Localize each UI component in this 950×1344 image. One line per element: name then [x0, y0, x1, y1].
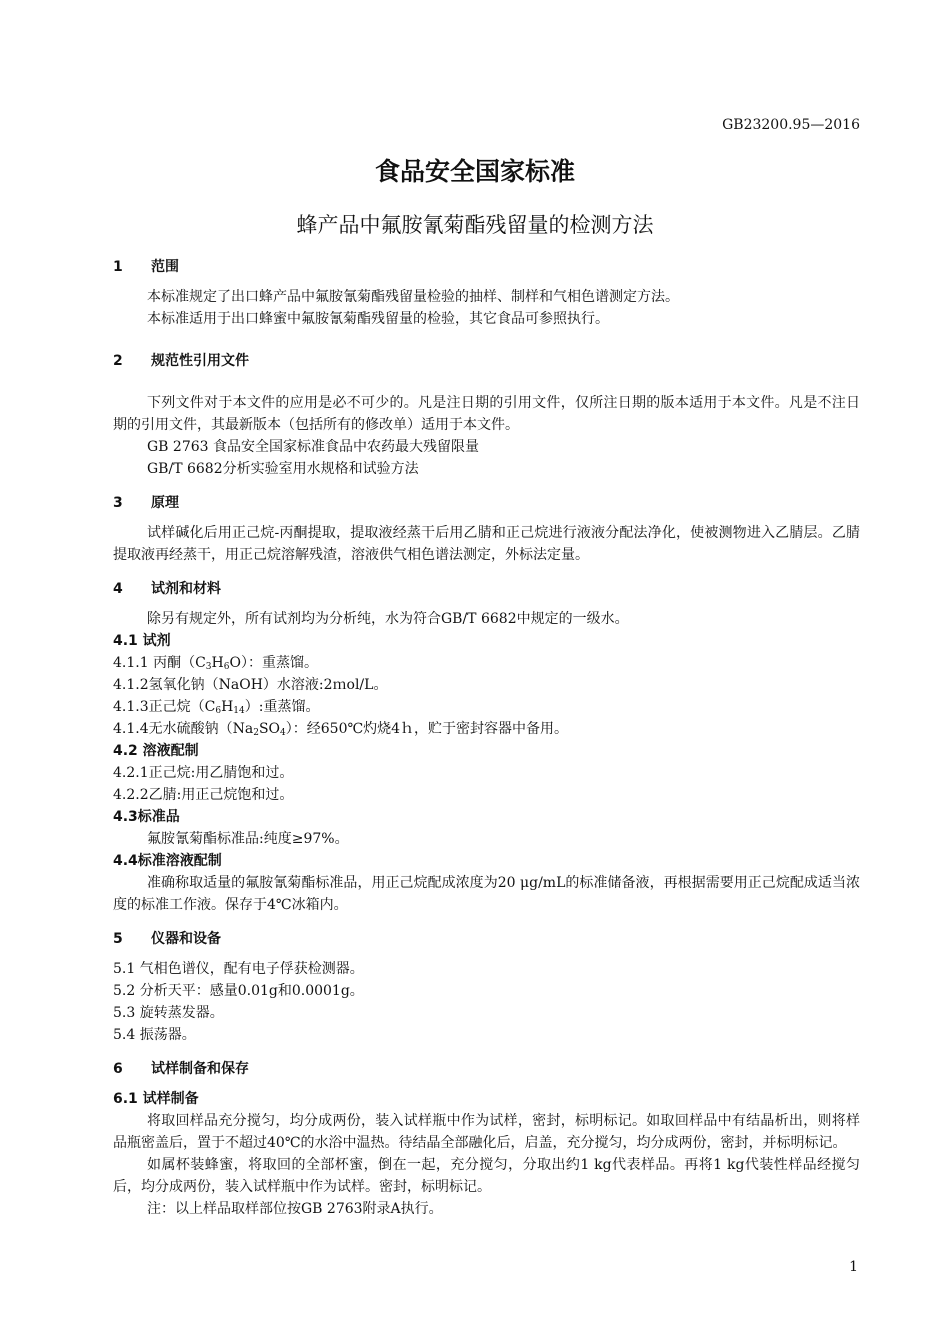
- page-number: 1: [849, 1259, 858, 1275]
- section-title: 规范性引用文件: [151, 353, 249, 369]
- section-title: 试剂和材料: [151, 581, 221, 597]
- list-item: 5.4 振荡器。: [113, 1027, 196, 1043]
- section-heading-2: [113, 350, 860, 372]
- paragraph: 将取回样品充分搅匀，均分成两份，装入试样瓶中作为试样，密封，标明标记。如取回样品中有结晶析出，则将样品瓶密盖后，置于不超过40℃的水浴中温热。待结晶全部融化后，启盖，充分搅匀，均分成两份，密封，并标明标记。: [113, 1113, 860, 1151]
- section-heading-6: [113, 1058, 860, 1080]
- subsection-heading: 6.1 试样制备: [113, 1091, 199, 1107]
- section-title: 试样制备和保存: [151, 1061, 249, 1077]
- standard-number: GB23200.95—2016: [722, 117, 860, 133]
- section-title: 仪器和设备: [151, 931, 221, 947]
- section-heading-1: [113, 256, 860, 278]
- list-item: 4.1.1 丙酮$(C_3H_6O)$：重蒸馏。: [113, 655, 318, 672]
- reference-item: GB/T 6682分析实验室用水规格和试验方法: [147, 461, 419, 477]
- document-subtitle: 蜂产品中氟胺氰菊酯残留量的检测方法: [296, 213, 654, 237]
- section-heading-5: [113, 928, 860, 950]
- list-item: 5.1 气相色谱仪，配有电子俘获检测器。: [113, 961, 364, 977]
- section-number: 2: [113, 353, 123, 369]
- section-heading-3: [113, 492, 860, 514]
- list-item: 4.1.4无水硫酸钠$(Na_2SO_4)$：经650℃灼烧4ｈ，贮于密封容器中备用。: [113, 721, 569, 738]
- paragraph: 除另有规定外，所有试剂均为分析纯，水为符合GB/T 6682中规定的一级水。: [147, 611, 629, 627]
- list-item: 4.1.3正己烷$(C_6H_{14})$:重蒸馏。: [113, 699, 320, 716]
- section-title: 原理: [151, 495, 179, 511]
- reference-item: GB 2763 食品安全国家标准食品中农药最大残留限量: [147, 439, 479, 455]
- subsection-heading: 4.2 溶液配制: [113, 743, 199, 759]
- paragraph: 本标准规定了出口蜂产品中氟胺氰菊酯残留量检验的抽样、制样和气相色谱测定方法。: [147, 289, 679, 305]
- section-number: 6: [113, 1061, 123, 1077]
- list-item: 5.2 分析天平：感量0.01g和0.0001g。: [113, 983, 364, 999]
- section-number: 1: [113, 259, 123, 275]
- document-title: 食品安全国家标准: [374, 157, 575, 186]
- subsection-heading: 4.4标准溶液配制: [113, 853, 222, 869]
- section-number: 4: [113, 581, 123, 597]
- list-item: 4.2.1正己烷:用乙腈饱和过。: [113, 765, 294, 781]
- subsection-heading: 4.1 试剂: [113, 633, 171, 649]
- list-item: 4.1.2氢氧化钠（NaOH）水溶液:2ｍol/L。: [113, 677, 388, 693]
- paragraph: 准确称取适量的氟胺氰菊酯标准品，用正己烷配成浓度为20 μg/mL的标准储备液，再根据需要用正己烷配成适当浓度的标准工作液。保存于4℃冰箱内。: [113, 875, 860, 913]
- section-heading-4: [113, 578, 860, 600]
- paragraph: 试样碱化后用正己烷-丙酮提取，提取液经蒸干后用乙腈和正己烷进行液液分配法净化，使被测物进入乙腈层。乙腈提取液再经蒸干，用正己烷溶解残渣，溶液供气相色谱法测定，外标法定量。: [113, 525, 860, 563]
- paragraph: 本标准适用于出口蜂蜜中氟胺氰菊酯残留量的检验，其它食品可参照执行。: [147, 311, 609, 327]
- subsection-heading: 4.3标准品: [113, 809, 180, 825]
- list-item: 5.3 旋转蒸发器。: [113, 1005, 224, 1021]
- section-title: 范围: [151, 259, 179, 275]
- section-number: 3: [113, 495, 123, 511]
- list-item: 4.2.2乙腈:用正己烷饱和过。: [113, 787, 294, 803]
- paragraph: 如属杯装蜂蜜，将取回的全部杯蜜，倒在一起，充分搅匀，分取出约1 kg代表样品。再将1 kg代装性样品经搅匀后，均分成两份，装入试样瓶中作为试样。密封，标明标记。: [113, 1157, 860, 1195]
- paragraph: 氟胺氰菊酯标准品:纯度≥97%。: [147, 831, 349, 847]
- document-body: [113, 256, 860, 1220]
- note: 注：以上样品取样部位按GB 2763附录A执行。: [147, 1201, 443, 1217]
- section-number: 5: [113, 931, 123, 947]
- paragraph: 下列文件对于本文件的应用是必不可少的。凡是注日期的引用文件，仅所注日期的版本适用于本文件。凡是不注日期的引用文件，其最新版本（包括所有的修改单）适用于本文件。: [113, 395, 860, 433]
